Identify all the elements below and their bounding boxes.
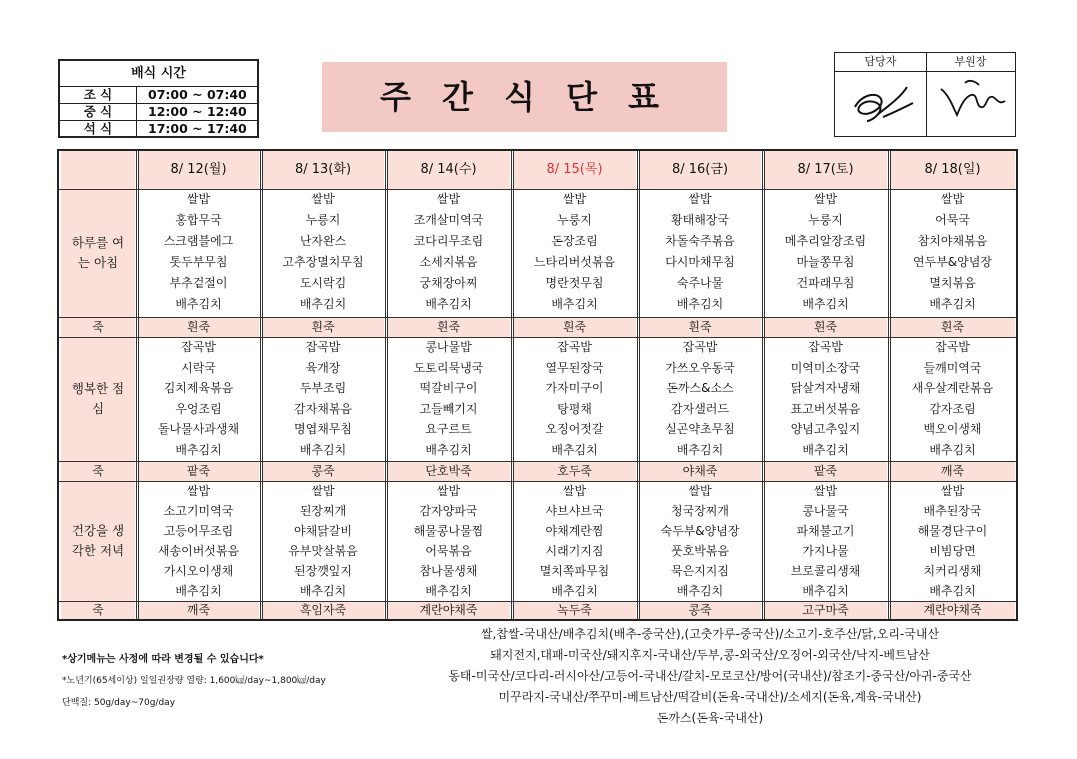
menu-item: 샤브샤브국: [545, 504, 604, 518]
menu-item: 명엽채무침: [294, 422, 352, 436]
menu-item: 쌀밥: [940, 192, 965, 206]
menu-item: 배추김치: [299, 297, 347, 311]
breakfast-porridge-cell: [387, 317, 510, 337]
menu-item: 비빔당면: [929, 544, 976, 558]
menu-item: 배추김치: [551, 297, 598, 311]
porridge-item: 흰죽: [940, 320, 965, 334]
lunch-porridge-cell: [513, 461, 636, 481]
menu-item: 감자샐러드: [671, 401, 729, 416]
menu-item: 배추김치: [175, 297, 222, 311]
menu-item: 배추김치: [929, 297, 976, 311]
breakfast-porridge-cell: [890, 317, 1015, 337]
table-column-line: [762, 151, 763, 619]
menu-item: 가지나물: [802, 544, 849, 558]
menu-item: 야채닭갈비: [294, 524, 352, 538]
weekly-menu-table: [57, 149, 1018, 621]
menu-item: 고추장멸치무침: [282, 255, 364, 269]
menu-item: 새우살계란볶음: [911, 381, 994, 395]
menu-item: 콩나물국: [802, 504, 849, 518]
lunch-menu-cell: [387, 337, 510, 461]
title-banner: [322, 62, 727, 132]
menu-item: 배추김치: [425, 442, 472, 457]
menu-item: 배추김치: [676, 297, 724, 311]
table-row-line: [59, 601, 1016, 602]
meal-time-box: [58, 59, 259, 138]
menu-item: 파채불고기: [796, 524, 855, 538]
menu-item: 쌀밥: [311, 192, 335, 206]
menu-item: 새송이버섯볶음: [157, 544, 240, 558]
day-label: 8/ 14(수): [420, 162, 477, 177]
day-label: 8/ 13(화): [294, 162, 352, 177]
menu-item: 잡곡밥: [557, 340, 592, 354]
dinner-porridge-cell: [387, 601, 510, 619]
menu-item: 감자양파국: [419, 504, 478, 518]
menu-item: 배추김치: [175, 584, 222, 598]
menu-item: 배추김치: [802, 584, 849, 598]
breakfast-porridge-label: [61, 317, 135, 337]
menu-item: 배추김치: [425, 584, 472, 598]
menu-item: 쌀밥: [186, 192, 211, 206]
menu-item: 쌀밥: [186, 484, 211, 498]
meal-time-label: 석 식: [60, 121, 137, 137]
table-row-line: [59, 189, 1016, 190]
menu-item: 소세지볶음: [419, 255, 478, 269]
porridge-item: 팥죽: [186, 464, 211, 478]
menu-item: 쌀밥: [688, 192, 712, 206]
menu-item: 브로콜리생채: [790, 564, 861, 578]
table-row-line: [59, 481, 1016, 482]
approval-divider: [926, 53, 927, 136]
menu-item: 톳두부무침: [169, 255, 228, 269]
origin-line: 돈까스(돈육-국내산): [656, 711, 764, 725]
menu-item: 다시마채무침: [665, 255, 735, 269]
menu-item: 부추겉절이: [169, 276, 228, 290]
breakfast-menu-cell: [387, 189, 510, 317]
porridge-item: 죽: [92, 320, 104, 334]
meal-label: 행복한 점심: [71, 381, 125, 416]
header-corner: [61, 151, 135, 189]
menu-item: 숙주나물: [676, 276, 724, 290]
dinner-porridge-cell: [764, 601, 887, 619]
meal-label: 하루를 여는 아침: [71, 235, 125, 270]
porridge-item: 팥죽: [813, 464, 838, 478]
dinner-porridge-cell: [639, 601, 761, 619]
menu-item: 닭살겨자냉채: [790, 381, 861, 395]
menu-item: 배추김치: [551, 442, 598, 457]
dinner-menu-cell: [138, 481, 259, 601]
menu-item: 배추김치: [551, 584, 598, 598]
table-column-line: [890, 151, 891, 619]
porridge-item: 죽: [92, 464, 104, 478]
menu-item: 누룽지: [808, 213, 843, 227]
menu-item: 쌀밥: [562, 192, 587, 206]
menu-item: 잡곡밥: [682, 340, 718, 354]
nutrition-calories: *노년기(65세이상) 일일권장량 열량: 1,600㎉/day~1,800㎉/day: [62, 676, 326, 686]
menu-item: 들깨미역국: [923, 360, 982, 375]
menu-item: 배추김치: [929, 584, 976, 598]
porridge-item: 깨죽: [186, 603, 211, 617]
menu-item: 궁채장아찌: [419, 276, 478, 290]
menu-item: 잡곡밥: [935, 340, 970, 354]
day-label: 8/ 17(토): [797, 162, 854, 177]
notice-text: *상기메뉴는 사정에 따라 변경될 수 있습니다*: [62, 654, 264, 665]
menu-item: 연두부&양념장: [913, 255, 992, 269]
meal-time-value: 07:00 ~ 07:40: [148, 87, 247, 102]
dinner-label: [61, 481, 135, 601]
menu-item: 도토리묵냉국: [413, 360, 484, 375]
meal-label: 건강을 생각한 저녁: [71, 523, 125, 558]
table-column-line: [262, 151, 263, 619]
menu-item: 쌀밥: [436, 192, 461, 206]
day-header: [639, 151, 761, 189]
day-label: 8/ 16(금): [671, 162, 729, 177]
menu-item: 김치제육볶음: [163, 381, 234, 395]
lunch-porridge-cell: [387, 461, 510, 481]
menu-item: 쌀밥: [813, 484, 838, 498]
menu-item: 소고기미역국: [163, 504, 234, 518]
table-column-line: [385, 151, 386, 619]
breakfast-menu-cell: [513, 189, 636, 317]
menu-item: 느타리버섯볶음: [533, 255, 616, 269]
page-title: 주 간 식 단 표: [379, 78, 670, 116]
menu-item: 멸치볶음: [929, 276, 976, 290]
menu-item: 잡곡밥: [181, 340, 216, 354]
menu-item: 오징어젓갈: [545, 422, 604, 436]
signature-vice-director: [935, 75, 1010, 133]
porridge-item: 야채죽: [682, 464, 718, 478]
day-label: 8/ 15(목): [546, 162, 603, 177]
menu-item: 돈장조림: [551, 234, 598, 248]
menu-item: 마늘쫑무침: [796, 255, 855, 269]
meal-time-row-dinner: [60, 121, 257, 137]
menu-item: 열무된장국: [545, 360, 604, 375]
menu-item: 배추김치: [929, 442, 976, 457]
menu-item: 배추김치: [676, 442, 724, 457]
menu-item: 양념고추잎지: [790, 422, 861, 436]
breakfast-porridge-cell: [138, 317, 259, 337]
dinner-menu-cell: [764, 481, 887, 601]
menu-item: 쌀밥: [436, 484, 461, 498]
dinner-porridge-cell: [890, 601, 1015, 619]
signature-manager: [847, 77, 917, 132]
table-column-line: [138, 151, 139, 619]
menu-item: 된장찌개: [299, 504, 347, 518]
menu-item: 우엉조림: [175, 401, 222, 416]
menu-item: 가시오이생채: [163, 564, 234, 578]
dinner-porridge-cell: [138, 601, 259, 619]
lunch-porridge-cell: [262, 461, 384, 481]
dinner-menu-cell: [513, 481, 636, 601]
menu-item: 배추김치: [299, 584, 347, 598]
menu-item: 참나물생채: [419, 564, 478, 578]
table-column-line: [764, 151, 765, 619]
table-column-line: [888, 151, 889, 619]
porridge-item: 흰죽: [311, 320, 335, 334]
menu-item: 가자미구이: [545, 381, 604, 395]
menu-item: 미역미소장국: [790, 360, 861, 375]
menu-item: 배추김치: [425, 297, 472, 311]
menu-item: 배추된장국: [923, 504, 982, 518]
menu-item: 숙두부&양념장: [660, 524, 740, 538]
day-label: 8/ 12(월): [170, 162, 227, 177]
day-header: [513, 151, 636, 189]
menu-item: 쌀밥: [688, 484, 712, 498]
menu-item: 백오이생채: [923, 422, 982, 436]
menu-item: 돌나물사과생채: [157, 422, 240, 436]
breakfast-porridge-cell: [639, 317, 761, 337]
porridge-item: 흰죽: [436, 320, 461, 334]
day-header: [387, 151, 510, 189]
menu-item: 묵은지지짐: [671, 564, 729, 578]
lunch-menu-cell: [138, 337, 259, 461]
menu-item: 배추김치: [299, 442, 347, 457]
menu-item: 메추리알장조림: [784, 234, 867, 248]
porridge-item: 흰죽: [562, 320, 587, 334]
menu-item: 황태해장국: [671, 213, 729, 227]
lunch-menu-cell: [513, 337, 636, 461]
day-header: [764, 151, 887, 189]
menu-item: 쌀밥: [813, 192, 838, 206]
porridge-item: 흰죽: [813, 320, 838, 334]
menu-item: 실곤약초무침: [665, 422, 735, 436]
porridge-item: 콩죽: [688, 603, 712, 617]
menu-item: 육개장: [305, 360, 341, 375]
menu-item: 탕평채: [557, 401, 592, 416]
menu-item: 건파래무침: [796, 276, 855, 290]
menu-item: 코다리무조림: [413, 234, 484, 248]
day-header: [890, 151, 1015, 189]
approval-header-manager: 담당자: [835, 53, 926, 72]
day-header: [138, 151, 259, 189]
dinner-menu-cell: [262, 481, 384, 601]
porridge-item: 계란야채죽: [419, 603, 478, 617]
porridge-item: 흰죽: [186, 320, 211, 334]
menu-item: 청국장찌개: [671, 504, 729, 518]
menu-item: 멸치쪽파무침: [539, 564, 610, 578]
origin-line: 동태-미국산/코다리-러시아산/고등어-국내산/갈치-모로코산/방어(국내산)/참조기-중국산/아귀-중국산: [448, 669, 972, 683]
origin-line: 돼지전지,대패-미국산/돼지후지-국내산/두부,콩-외국산/오징어-외국산/낙지-베트남산: [490, 648, 930, 662]
menu-item: 감자채볶음: [294, 401, 352, 416]
menu-item: 차돌숙주볶음: [665, 234, 735, 248]
menu-item: 시락국: [181, 360, 216, 375]
breakfast-menu-cell: [764, 189, 887, 317]
meal-time-value: 17:00 ~ 17:40: [148, 121, 247, 136]
dinner-menu-cell: [890, 481, 1015, 601]
porridge-item: 녹두죽: [557, 603, 592, 617]
table-column-line: [260, 151, 261, 619]
menu-item: 홍합무국: [175, 213, 222, 227]
breakfast-menu-cell: [262, 189, 384, 317]
menu-item: 잡곡밥: [305, 340, 341, 354]
menu-item: 돈까스&소스: [666, 381, 734, 395]
menu-item: 시래기지짐: [545, 544, 604, 558]
meal-time-label: 조 식: [60, 87, 137, 103]
menu-item: 콩나물밥: [425, 340, 472, 354]
approval-box: [834, 52, 1016, 137]
menu-item: 고들빼기지: [419, 401, 478, 416]
menu-item: 두부조림: [299, 381, 347, 395]
porridge-item: 흰죽: [688, 320, 712, 334]
table-column-line: [136, 151, 137, 619]
meal-time-value: 12:00 ~ 12:40: [148, 104, 247, 119]
table-row-line: [59, 317, 1016, 318]
day-header: [262, 151, 384, 189]
breakfast-menu-cell: [138, 189, 259, 317]
approval-header-vice-director: 부원장: [926, 53, 1015, 72]
menu-item: 유부맛살볶음: [288, 544, 358, 558]
menu-item: 쌀밥: [311, 484, 335, 498]
menu-item: 쌀밥: [562, 484, 587, 498]
menu-item: 배추김치: [175, 442, 222, 457]
menu-item: 야채계란찜: [545, 524, 604, 538]
menu-item: 누룽지: [557, 213, 592, 227]
lunch-porridge-cell: [639, 461, 761, 481]
menu-item: 잡곡밥: [808, 340, 843, 354]
dinner-porridge-cell: [513, 601, 636, 619]
breakfast-label: [61, 189, 135, 317]
menu-item: 배추김치: [676, 584, 724, 598]
lunch-label: [61, 337, 135, 461]
menu-item: 풋호박볶음: [671, 544, 729, 558]
porridge-item: 호두죽: [557, 464, 592, 478]
menu-item: 명란젓무침: [545, 276, 604, 290]
porridge-item: 콩죽: [311, 464, 335, 478]
lunch-porridge-cell: [764, 461, 887, 481]
breakfast-porridge-cell: [764, 317, 887, 337]
meal-time-label: 중 식: [60, 104, 137, 120]
origin-line: 미꾸라지-국내산/쭈꾸미-베트남산/떡갈비(돈육-국내산)/소세지(돈육,계육-국내산): [498, 690, 922, 704]
breakfast-porridge-cell: [513, 317, 636, 337]
breakfast-menu-cell: [639, 189, 761, 317]
breakfast-porridge-cell: [262, 317, 384, 337]
porridge-item: 깨죽: [940, 464, 965, 478]
breakfast-menu-cell: [890, 189, 1015, 317]
day-label: 8/ 18(일): [924, 162, 981, 177]
menu-item: 배추김치: [802, 297, 849, 311]
menu-item: 해물콩나물찜: [413, 524, 484, 538]
meal-time-title: 배식 시간: [60, 61, 257, 87]
meal-time-row-breakfast: [60, 87, 257, 104]
porridge-item: 고구마죽: [802, 603, 849, 617]
table-column-line: [387, 151, 388, 619]
porridge-item: 흑임자죽: [299, 603, 347, 617]
menu-item: 난자완스: [299, 234, 347, 248]
table-column-line: [513, 151, 514, 619]
menu-item: 떡갈비구이: [419, 381, 478, 395]
menu-item: 가쓰오우동국: [665, 360, 735, 375]
porridge-item: 죽: [92, 603, 104, 617]
lunch-porridge-cell: [890, 461, 1015, 481]
porridge-item: 계란야채죽: [923, 603, 982, 617]
lunch-porridge-cell: [138, 461, 259, 481]
menu-item: 쌀밥: [940, 484, 965, 498]
menu-item: 어묵국: [935, 213, 970, 227]
lunch-porridge-label: [61, 461, 135, 481]
dinner-menu-cell: [639, 481, 761, 601]
lunch-menu-cell: [890, 337, 1015, 461]
menu-item: 조개살미역국: [413, 213, 484, 227]
menu-item: 스크램블에그: [163, 234, 234, 248]
table-row-line: [59, 461, 1016, 462]
menu-item: 도시락김: [299, 276, 347, 290]
menu-item: 된장깻잎지: [294, 564, 352, 578]
lunch-menu-cell: [639, 337, 761, 461]
menu-item: 감자조림: [929, 401, 976, 416]
menu-item: 배추김치: [802, 442, 849, 457]
meal-time-row-lunch: [60, 104, 257, 121]
menu-item: 치커리생채: [923, 564, 982, 578]
lunch-menu-cell: [262, 337, 384, 461]
lunch-menu-cell: [764, 337, 887, 461]
porridge-item: 단호박죽: [425, 464, 472, 478]
menu-item: 누릉지: [305, 213, 341, 227]
dinner-porridge-cell: [262, 601, 384, 619]
menu-item: 어묵볶음: [425, 544, 472, 558]
table-column-line: [639, 151, 640, 619]
origin-line: 쌀,찹쌀-국내산/배추김치(배추-중국산),(고춧가루-중국산)/소고기-호주산/닭,오리-국내산: [480, 627, 940, 641]
menu-item: 고등어무조림: [163, 524, 234, 538]
menu-item: 참치야채볶음: [917, 234, 988, 248]
menu-item: 표고버섯볶음: [790, 401, 861, 416]
dinner-menu-cell: [387, 481, 510, 601]
nutrition-protein: 단백질: 50g/day~70g/day: [62, 698, 176, 708]
table-row-line: [59, 337, 1016, 338]
menu-item: 해물경단구이: [917, 524, 988, 538]
menu-item: 요구르트: [425, 422, 472, 436]
dinner-porridge-label: [61, 601, 135, 619]
table-column-line: [637, 151, 638, 619]
table-column-line: [511, 151, 512, 619]
